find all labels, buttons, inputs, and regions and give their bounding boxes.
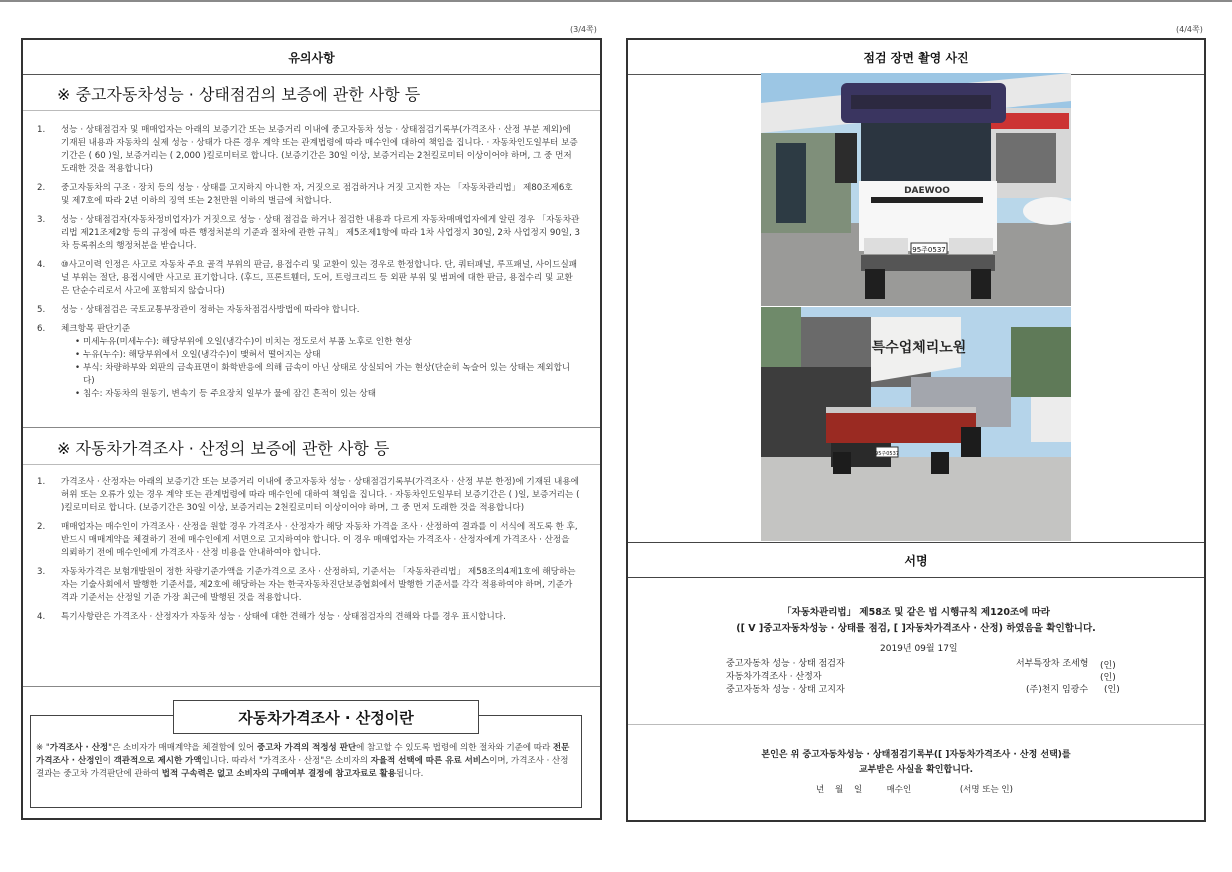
- signer-role-notifier: 중고자동차 성능 · 상태 고지자: [726, 685, 845, 695]
- divider: [23, 110, 600, 111]
- item-number: 4.: [37, 612, 46, 622]
- inspection-photo-front: [761, 73, 1071, 306]
- item-number: 1.: [37, 125, 46, 135]
- shop-sign-text: 특수업체리노원: [871, 340, 967, 356]
- item-text: 성능 · 상태점검자 및 매매업자는 아래의 보증기간 또는 보증거리 이내에 중고자동차 성능 · 상태점검기록부(가격조사 · 산정 부분 제외)에 기재된 내용과 자동차의 실제 성능 · 상태가 다른 경우 계약 또는 관계법령에 따라 매수인에 대하여 책임을 집니다. · 자동차인도일부터 보증기간은 ( 60 )일, 보증거리는 ( 2,000 )킬로미터로 합니다. (보증기간은 30일 이상, 보증거리는 2천킬로미터 이상이어야 하며, 그 중 먼저 도래한 것을 적용합니다): [61, 125, 578, 174]
- item-text: 매매업자는 매수인이 가격조사 · 산정을 원할 경우 가격조사 · 산정자가 해당 자동차 가격을 조사 · 산정하여 결과를 이 서식에 적도록 한 후, 반드시 매매계약을 체결하기 전에 매수인에게 서면으로 고지하여야 합니다. 이 경우 매매업자는 가격조사 · 산정자에게 가격조사 · 산정을 의뢰하기 전에 매수인에게 가격조사 · 산정 비용을 안내하여야 합니다.: [61, 522, 578, 558]
- list-item: [37, 304, 580, 317]
- license-plate-front: 95주0537: [912, 246, 946, 254]
- divider: [23, 464, 600, 465]
- divider: [628, 577, 1204, 578]
- section2-title: ※ 자동차가격조사 · 산정의 보증에 관한 사항 등: [57, 439, 390, 458]
- item-number: 2.: [37, 522, 46, 532]
- item-text: 체크항목 판단기준: [61, 324, 131, 334]
- criteria-item: • 미세누유(미세누수): 해당부위에 오일(냉각수)이 비치는 정도로서 부품 노후로 인한 현상: [75, 336, 580, 349]
- item-text: 중고자동차의 구조 · 장치 등의 성능 · 상태를 고지하지 아니한 자, 거짓으로 점검하거나 거짓 고지한 자는 「자동차관리법」 제80조제6호 및 제7호에 따라 2년 이하의 징역 또는 2천만원 이하의 벌금에 처합니다.: [61, 183, 573, 206]
- divider: [628, 724, 1204, 725]
- buyer-sign-line: 년 월 일 매수인 (서명 또는 인): [816, 785, 1013, 795]
- divider: [23, 427, 600, 428]
- notice-title: 자동차가격조사 · 산정이란: [173, 700, 479, 734]
- section1-title: ※ 중고자동차성능 · 상태점검의 보증에 관한 사항 등: [57, 85, 421, 104]
- truck-front-image: [761, 73, 1071, 306]
- item-number: 2.: [37, 183, 46, 193]
- signer-role-appraiser: 자동차가격조사 · 산정자: [726, 672, 822, 682]
- signer-name-inspector: 서부특장차 조세형: [1016, 659, 1089, 669]
- law-line-1: 「자동차관리법」 제58조 및 같은 법 시행규칙 제120조에 따라: [782, 607, 1050, 618]
- criteria-item: • 누유(누수): 해당부위에서 오일(냉각수)이 맺혀서 떨어지는 상태: [75, 349, 580, 362]
- confirm-line-1: 본인은 위 중고자동차성능 · 상태점검기록부([ ]자동차가격조사 · 산정 선택)를: [761, 750, 1071, 760]
- list-item: [37, 182, 580, 208]
- list-item: [37, 259, 580, 298]
- seal-mark: (인): [1100, 661, 1116, 671]
- seal-mark: (인): [1104, 685, 1120, 695]
- inspection-photo-rear: [761, 307, 1071, 541]
- item-text: 성능 · 상태점검은 국토교통부장관이 정하는 자동차점검사방법에 따라야 합니다.: [61, 305, 360, 315]
- signer-name-notifier: (주)천지 임광수: [1026, 685, 1089, 695]
- signer-role-inspector: 중고자동차 성능 · 상태 점검자: [726, 659, 845, 669]
- item-text: 성능 · 상태점검자(자동차정비업자)가 거짓으로 성능 · 상태 점검을 하거나 점검한 내용과 다르게 자동차매매업자에게 알린 경우 「자동차관리법 제21조제2항 등의 규정에 따른 행정처분의 기준과 절차에 관한 규칙」 제5조제1항에 따라 1차 사업정지 30일, 2차 사업정지 90일, 3차 등록취소의 행정처분을 받습니다.: [61, 215, 581, 251]
- list-item: [37, 476, 580, 515]
- sign-date: 2019년 09월 17일: [880, 644, 958, 654]
- notice-text: ※ "가격조사 · 산정"은 소비자가 매매계약을 체결함에 있어 중고차 가격의 적정성 판단에 참고할 수 있도록 법령에 의한 절차와 기준에 따라 전문 가격조사 · 산정인이 객관적으로 제시한 가액입니다. 따라서 "가격조사 · 산정"은 소비자의 자율적 선택에 따른 유료 서비스이며, 가격조사 · 산정 결과는 중고차 가격판단에 관하여 법적 구속력은 없고 소비자의 구매여부 결정에 참고자료로 활용됩니다.: [36, 743, 570, 779]
- criteria-item: • 부식: 차량하부와 외판의 금속표면이 화학반응에 의해 금속이 아닌 상태로 상실되어 가는 현상(단순히 녹슬어 있는 상태는 제외합니다): [75, 362, 580, 388]
- truck-brand-text: DAEWOO: [904, 186, 950, 196]
- item-number: 3.: [37, 567, 46, 577]
- seal-mark: (인): [1100, 673, 1116, 683]
- truck-rear-image: [761, 307, 1071, 541]
- item-number: 1.: [37, 477, 46, 487]
- item-number: 3.: [37, 215, 46, 225]
- list-item: [37, 124, 580, 176]
- signature-header: 서명: [628, 543, 1204, 578]
- item-text: 자동차가격은 보험개발원이 정한 차량기준가액을 기준가격으로 조사 · 산정하되, 기준서는 「자동차관리법」 제58조의4제1호에 해당하는 자는 기술사회에서 발행한 기준서를, 제2호에 해당하는 자는 한국자동차진단보증협회에서 발행한 기준서를 각각 적용하여야 하며, 기준가격과 기준서는 산정일 기준 가장 최근에 발행된 것을 적용합니다.: [61, 567, 576, 603]
- list-item: [37, 214, 580, 253]
- section2-list: [37, 476, 580, 630]
- divider: [23, 686, 600, 687]
- list-item: [37, 323, 580, 401]
- window-top-border: [0, 0, 1232, 2]
- item-number: 5.: [37, 305, 46, 315]
- item-text: 가격조사 · 산정자는 아래의 보증기간 또는 보증거리 이내에 중고자동차 성능 · 상태점검기록부(가격조사 · 산정 부분 한정)에 기재된 내용에 허위 또는 오류가 있는 경우 계약 또는 관계법령에 따라 매수인에 대하여 책임을 집니다. · 자동차인도일부터 보증기간은 ( )일, 보증거리는 ( )킬로미터로 합니다. (보증기간은 30일 이상, 보증거리는 2천킬로미터 이상이어야 하며, 그 중 먼저 도래한 것을 적용합니다): [61, 477, 580, 513]
- confirm-line-2: 교부받은 사실을 확인합니다.: [858, 765, 973, 775]
- precautions-header: 유의사항: [23, 40, 600, 75]
- law-line-2: ([ V ]중고자동차성능 · 상태를 점검, [ ]자동차가격조사 · 산정) 하였음을 확인합니다.: [736, 623, 1096, 634]
- list-item: [37, 521, 580, 560]
- license-plate-rear: 95주0537: [875, 451, 899, 457]
- list-item: [37, 566, 580, 605]
- criteria-item: • 침수: 자동차의 원동기, 변속기 등 주요장치 일부가 물에 잠긴 흔적이 있는 상태: [75, 388, 580, 401]
- criteria-list: [61, 336, 580, 401]
- section1-list: [37, 124, 580, 407]
- item-text: 특기사항란은 가격조사 · 산정자가 자동차 성능 · 상태에 대한 견해가 성능 · 상태점검자의 견해와 다를 경우 표시합니다.: [61, 612, 506, 622]
- item-text: ⑩사고이력 인정은 사고로 자동차 주요 골격 부위의 판금, 용접수리 및 교환이 있는 경우로 한정합니다. 단, 쿼터패널, 루프패널, 사이드실패널 부위는 절단, 용접시에만 사고로 표기합니다. (후드, 프론트휀더, 도어, 트렁크리드 등 외판 부위 및 범퍼에 대한 판금, 용접수리 및 교환은 단순수리로서 사고에 포함되지 않습니다): [61, 260, 578, 296]
- page-number-left: (3/4쪽): [570, 25, 597, 34]
- item-number: 6.: [37, 324, 46, 334]
- item-number: 4.: [37, 260, 46, 270]
- photo-header: 점검 장면 촬영 사진: [628, 40, 1204, 75]
- list-item: [37, 611, 580, 624]
- page-number-right: (4/4쪽): [1176, 25, 1203, 34]
